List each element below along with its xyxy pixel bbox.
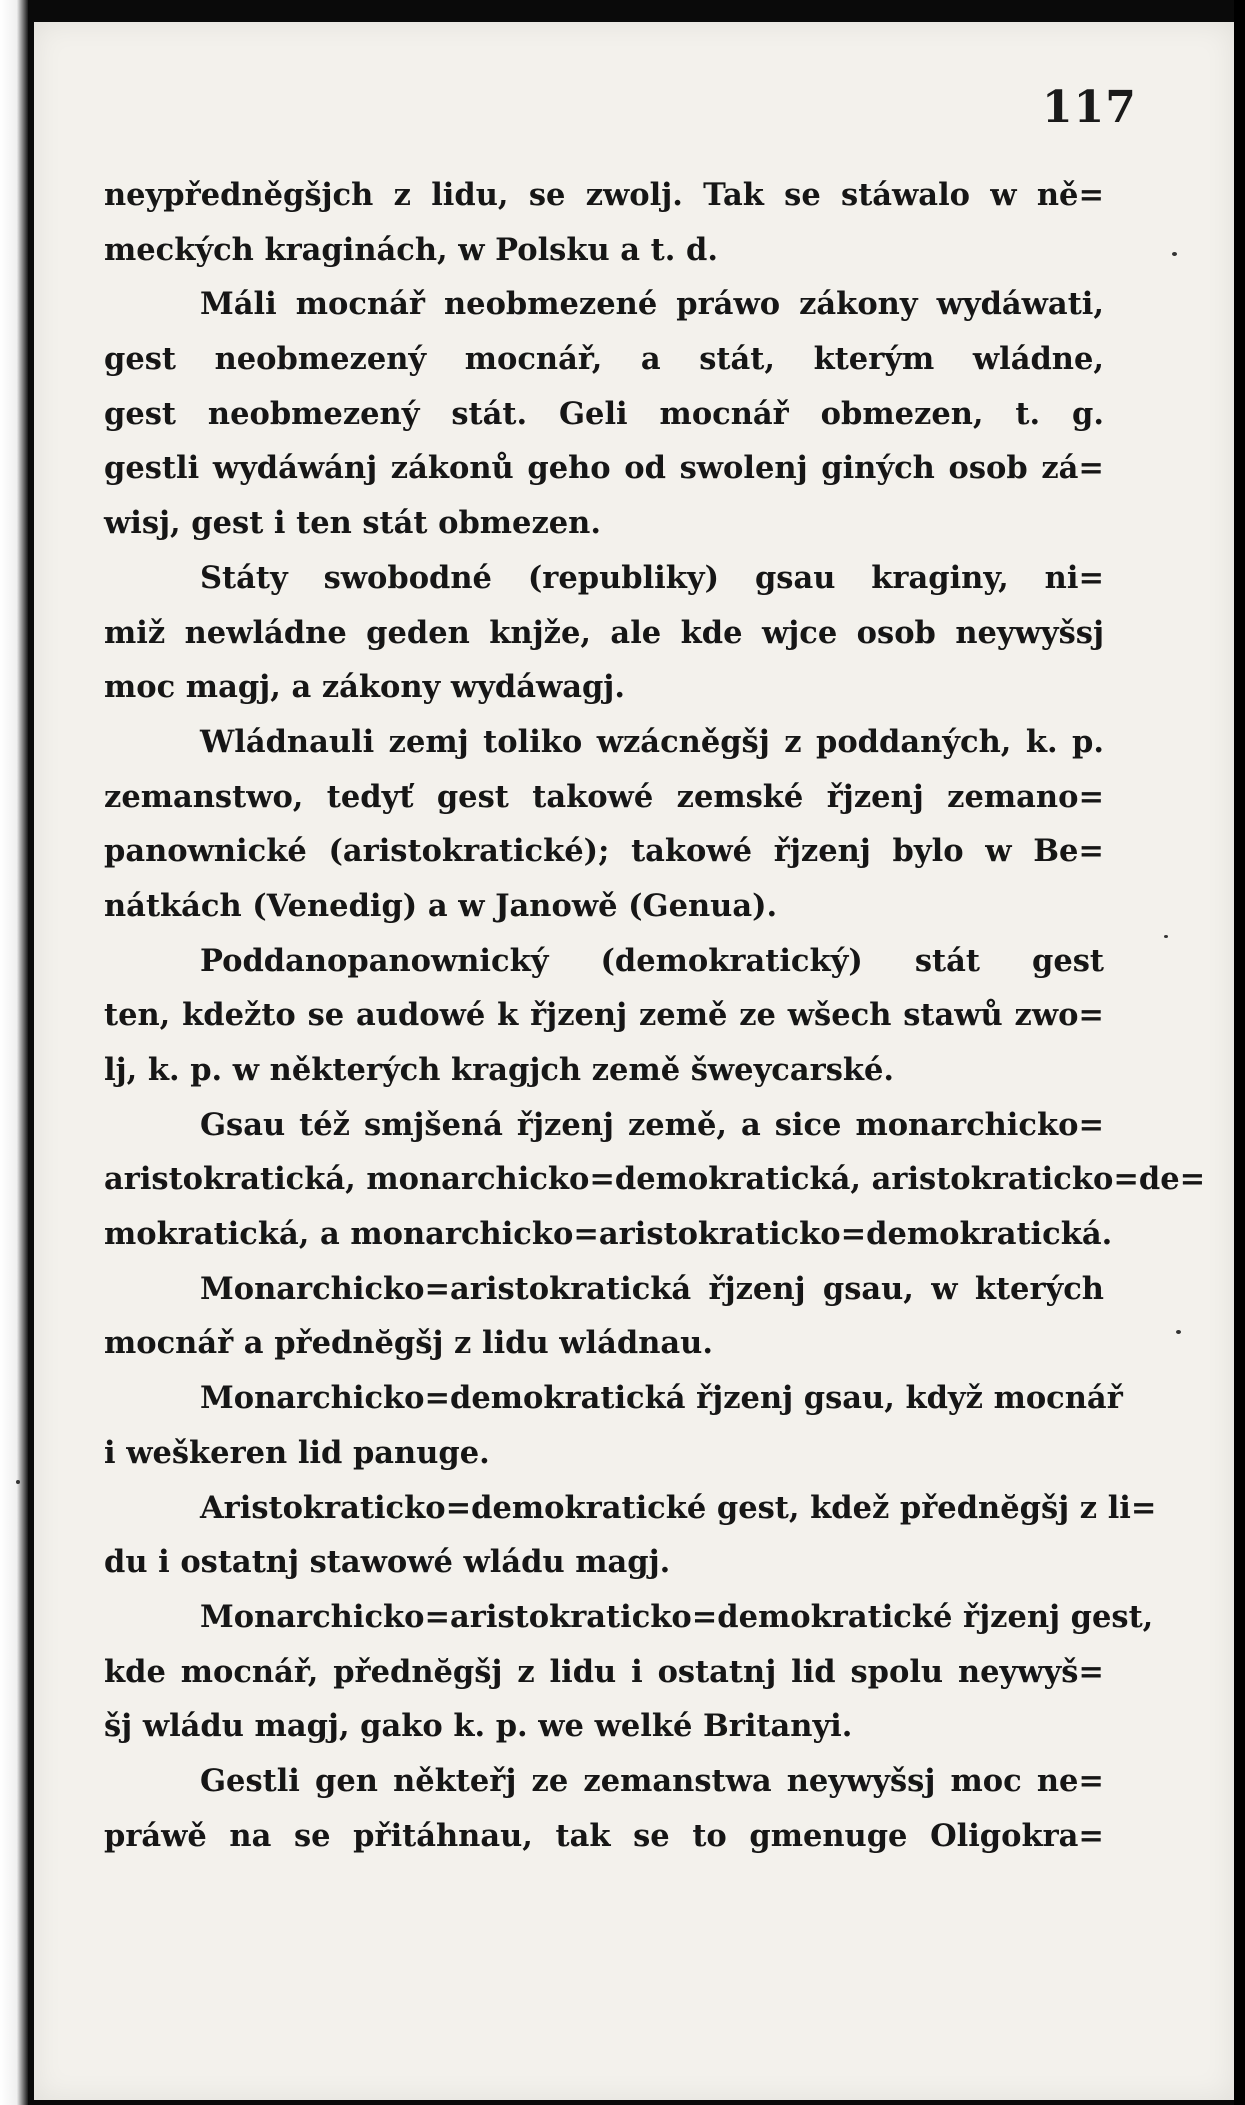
scan-speck [1176,1330,1181,1334]
text-line: moc magj, a zákony wydáwagj. [104,669,625,706]
text-line: gest neobmezený mocnář, a stát, kterým wládne, [104,341,1104,378]
text-line: Monarchicko=aristokraticko=demokratické řjzenj gest, [200,1598,1154,1635]
page-number: 117 [1042,82,1137,133]
scan-speck [1172,252,1177,256]
text-line: Poddanopanownický (demokratický) stát gest [200,942,1104,979]
text-line: gest neobmezený stát. Geli mocnář obmezen, t. g. [104,395,1104,432]
text-line: kde mocnář, přednĕgšj z lidu i ostatnj lid spolu neywyš= [104,1653,1104,1690]
text-line: Monarchicko=aristokratická řjzenj gsau, w kterých [200,1270,1104,1307]
text-line: zemanstwo, tedyť gest takowé zemské řjzenj zemano= [104,778,1104,815]
body-text [104,168,1206,1863]
text-line: panownické (aristokratické); takowé řjzenj bylo w Be= [104,833,1104,870]
text-line: aristokratická, monarchicko=demokratická, aristokraticko=de= [104,1161,1206,1198]
text-line: Wládnauli zemj toliko wzácněgšj z poddaných, k. p. [200,723,1104,760]
text-line: nátkách (Venedig) a w Janowě (Genua). [104,887,778,924]
text-line: Aristokraticko=demokratické gest, kdež přednĕgšj z li= [200,1489,1157,1526]
scan-speck [16,1480,20,1484]
text-line: šj wládu magj, gako k. p. we welké Britanyi. [104,1708,853,1745]
text-line: du i ostatnj stawowé wládu magj. [104,1544,671,1581]
text-line: Máli mocnář neobmezené práwo zákony wydáwati, [200,286,1104,323]
scan-border [1234,0,1245,2105]
text-line: Gestli gen někteřj ze zemanstwa neywyšsj moc ne= [200,1762,1104,1799]
text-line: gestli wydáwánj zákonů geho od swolenj giných osob zá= [104,450,1104,487]
text-line: Státy swobodné (republiky) gsau kraginy, ni= [200,559,1104,596]
text-line: wisj, gest i ten stát obmezen. [104,505,601,542]
text-line: mokratická, a monarchicko=aristokraticko=demokratická. [104,1216,1113,1253]
text-line: práwě na se přitáhnau, tak se to gmenuge Oligokra= [104,1817,1104,1854]
text-line: Monarchicko=demokratická řjzenj gsau, když mocnář [200,1380,1123,1417]
text-line: mocnář a přednĕgšj z lidu wládnau. [104,1325,713,1362]
text-line: ten, kdežto se audowé k řjzenj země ze wšech stawů zwo= [104,997,1104,1034]
text-line: Gsau též smjšená řjzenj země, a sice monarchicko= [200,1106,1104,1143]
text-line: lj, k. p. w některých kragjch země šweycarské. [104,1052,895,1088]
scan-speck [1164,935,1168,938]
text-line: miž newládne geden knjže, ale kde wjce osob neywyšsj [104,614,1104,651]
facing-page-edge [0,0,28,2105]
text-line: i weškeren lid panuge. [104,1434,490,1471]
text-line: neypředněgšjch z lidu, se zwolj. Tak se stáwalo w ně= [104,177,1104,213]
text-line: meckých kraginách, w Polsku a t. d. [104,231,718,268]
